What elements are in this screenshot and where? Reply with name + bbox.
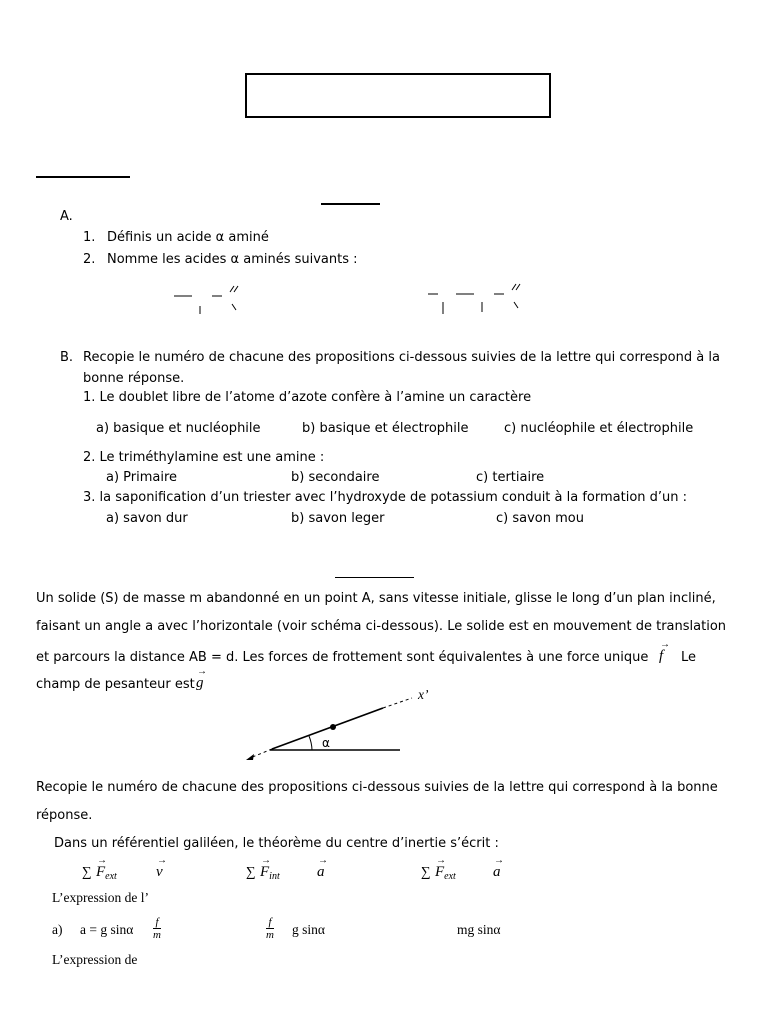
title-box — [245, 73, 551, 118]
part-b-instruction-line-2: bonne réponse. — [83, 371, 185, 386]
exercise-2-paragraph-line-3-end: Le — [681, 650, 697, 665]
friction-force-vector: → f — [659, 639, 670, 664]
gravity-field-vector: → g — [196, 666, 207, 691]
fraction-f-over-m-1: $\frac{f}{m}$ — [153, 916, 161, 941]
theorem-intro: Dans un référentiel galiléen, le théorème du centre d’inertie s’écrit : — [54, 836, 499, 851]
b3-option-c: c) savon mou — [496, 511, 584, 526]
b2-option-c: c) tertiaire — [476, 470, 545, 485]
question-1-number: 1. — [83, 230, 96, 245]
amino-acid-structure-1 — [170, 284, 250, 318]
b3-option-b: b) savon leger — [291, 511, 385, 526]
b2-question: 2. Le triméthylamine est une amine : — [83, 450, 325, 465]
b3-question: 3. la saponification d’un triester avec l’hydroxyde de potassium conduit à la formation d’un : — [83, 490, 688, 505]
expression-intro-1: L’expression de l’ — [52, 890, 149, 905]
exercise-2-heading-underline — [335, 577, 414, 578]
formula-option-3: ∑ — [421, 864, 431, 879]
part-a-label: A. — [60, 209, 73, 224]
acceleration-vector-1: → a — [317, 855, 328, 880]
b1-option-c: c) nucléophile et électrophile — [504, 421, 694, 436]
amino-acid-structure-2 — [426, 282, 526, 318]
exercise-2-paragraph-line-3: et parcours la distance AB = d. Les forces de frottement sont équivalentes à une force unique — [36, 650, 649, 665]
instruction-line-1: Recopie le numéro de chacune des propositions ci-dessous suivies de la lettre qui correspond à la bonne — [36, 780, 718, 795]
option-a-label: a) — [52, 922, 63, 937]
formula-option-2: ∑ — [246, 864, 256, 879]
question-2-number: 2. — [83, 252, 96, 267]
velocity-vector: → v — [156, 855, 167, 880]
option-b-expression: g sinα — [292, 922, 325, 937]
exercise-2-paragraph-line-2: faisant un angle a avec l’horizontale (voir schéma ci-dessous). Le solide est en mouvement de translation — [36, 619, 727, 634]
option-a-expression: a = g sinα — [80, 922, 134, 937]
external-force-vector-1: → $F_{ext}$ — [96, 855, 117, 882]
external-force-vector-2: → $F_{ext}$ — [435, 855, 456, 882]
exercise-2-paragraph-line-4: champ de pesanteur est — [36, 677, 195, 692]
section-heading-underline — [321, 203, 380, 205]
b1-question: 1. Le doublet libre de l’atome d’azote confère à l’amine un caractère — [83, 390, 532, 405]
b3-option-a: a) savon dur — [106, 511, 188, 526]
inclined-plane-diagram — [240, 684, 440, 764]
acceleration-vector-2: → a — [493, 855, 504, 880]
b1-option-b: b) basique et électrophile — [302, 421, 469, 436]
question-1-text: Définis un acide α aminé — [107, 230, 269, 245]
b2-option-a: a) Primaire — [106, 470, 178, 485]
instruction-line-2: réponse. — [36, 808, 93, 823]
diagram-angle-label: α — [322, 736, 330, 750]
b2-option-b: b) secondaire — [291, 470, 380, 485]
exercise-2-paragraph-line-1: Un solide (S) de masse m abandonné en un point A, sans vitesse initiale, glisse le long d’un plan incliné, — [36, 591, 716, 606]
part-b-label: B. — [60, 350, 74, 365]
part-b-instruction-line-1: Recopie le numéro de chacune des propositions ci-dessous suivies de la lettre qui correspond à la — [83, 350, 720, 365]
question-2-text: Nomme les acides α aminés suivants : — [107, 252, 358, 267]
formula-option-1: ∑ — [82, 864, 92, 879]
internal-force-vector: → $F_{int}$ — [260, 855, 280, 882]
fraction-f-over-m-2: $\frac{f}{m}$ — [266, 916, 274, 941]
option-c-expression: mg sinα — [457, 922, 501, 937]
diagram-axis-label: x’ — [418, 687, 429, 702]
expression-intro-2: L’expression de — [52, 952, 138, 967]
exercise-heading-underline — [36, 176, 130, 178]
b1-option-a: a) basique et nucléophile — [96, 421, 261, 436]
